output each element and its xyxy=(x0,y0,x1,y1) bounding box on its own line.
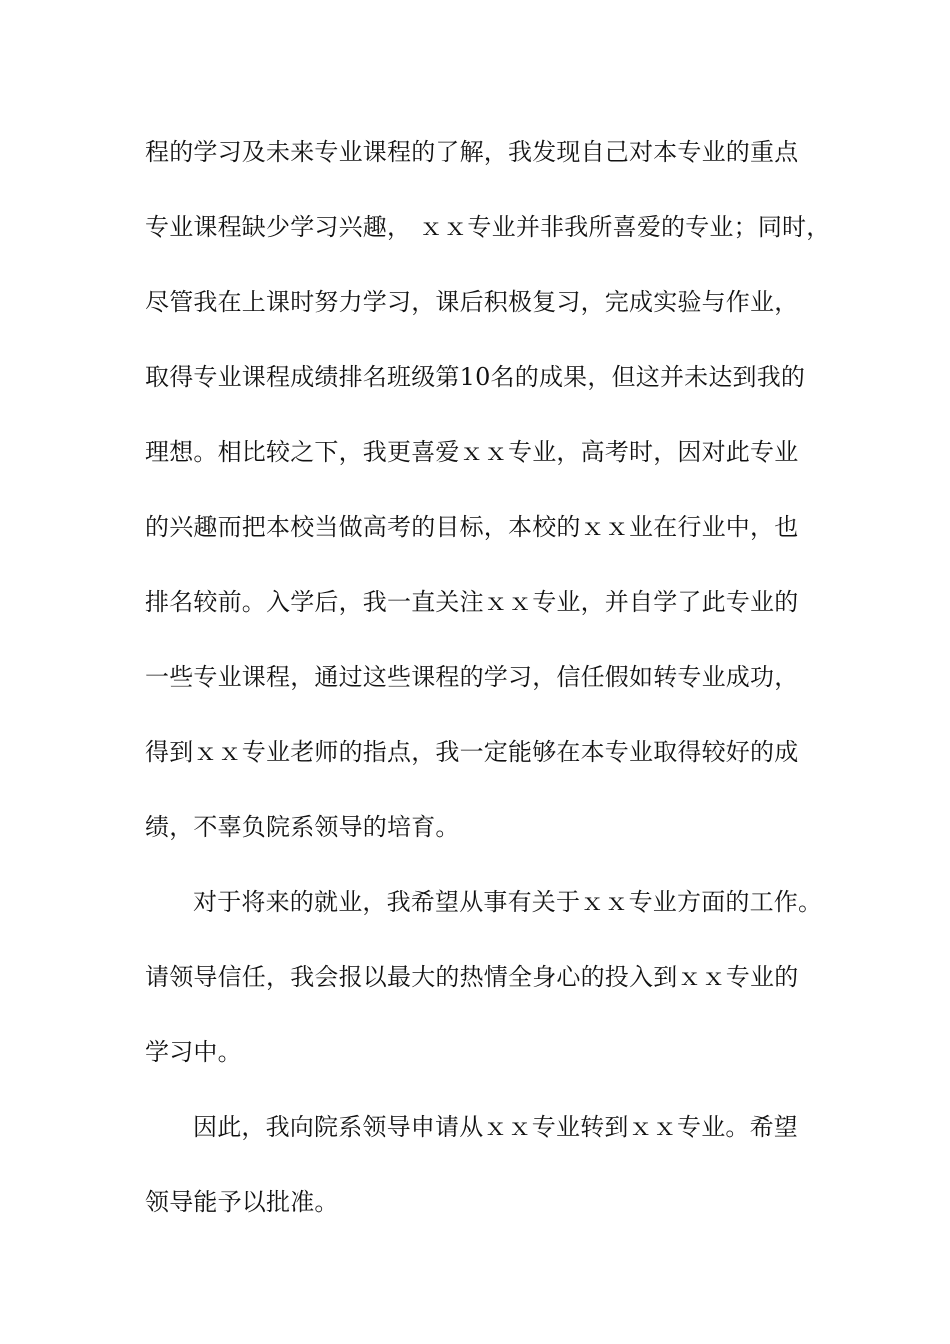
paragraph-line: 程的学习及未来专业课程的了解，我发现自己对本专业的重点 xyxy=(145,138,799,166)
paragraph-line: 因此，我向院系领导申请从ｘｘ专业转到ｘｘ专业。希望 xyxy=(193,1113,798,1141)
paragraph-line: 学习中。 xyxy=(145,1038,242,1066)
paragraph-line: 取得专业课程成绩排名班级第10名的成果，但这并未达到我的 xyxy=(145,363,806,391)
paragraph-line: 的兴趣而把本校当做高考的目标，本校的ｘｘ业在行业中，也 xyxy=(145,513,799,541)
paragraph-line: 对于将来的就业，我希望从事有关于ｘｘ专业方面的工作。 xyxy=(193,888,823,916)
paragraph-line: 排名较前。入学后，我一直关注ｘｘ专业，并自学了此专业的 xyxy=(145,588,799,616)
paragraph-line: 尽管我在上课时努力学习，课后积极复习，完成实验与作业， xyxy=(145,288,799,316)
paragraph-line: 绩，不辜负院系领导的培育。 xyxy=(145,813,460,841)
paragraph-line: 领导能予以批准。 xyxy=(145,1188,339,1216)
paragraph-line: 理想。相比较之下，我更喜爱ｘｘ专业，高考时，因对此专业 xyxy=(145,438,799,466)
paragraph-line: 请领导信任，我会报以最大的热情全身心的投入到ｘｘ专业的 xyxy=(145,963,799,991)
paragraph-line: 专业课程缺少学习兴趣， ｘｘ专业并非我所喜爱的专业；同时， xyxy=(145,213,831,241)
paragraph-line: 得到ｘｘ专业老师的指点，我一定能够在本专业取得较好的成 xyxy=(145,738,799,766)
paragraph-line: 一些专业课程，通过这些课程的学习，信任假如转专业成功， xyxy=(145,663,799,691)
